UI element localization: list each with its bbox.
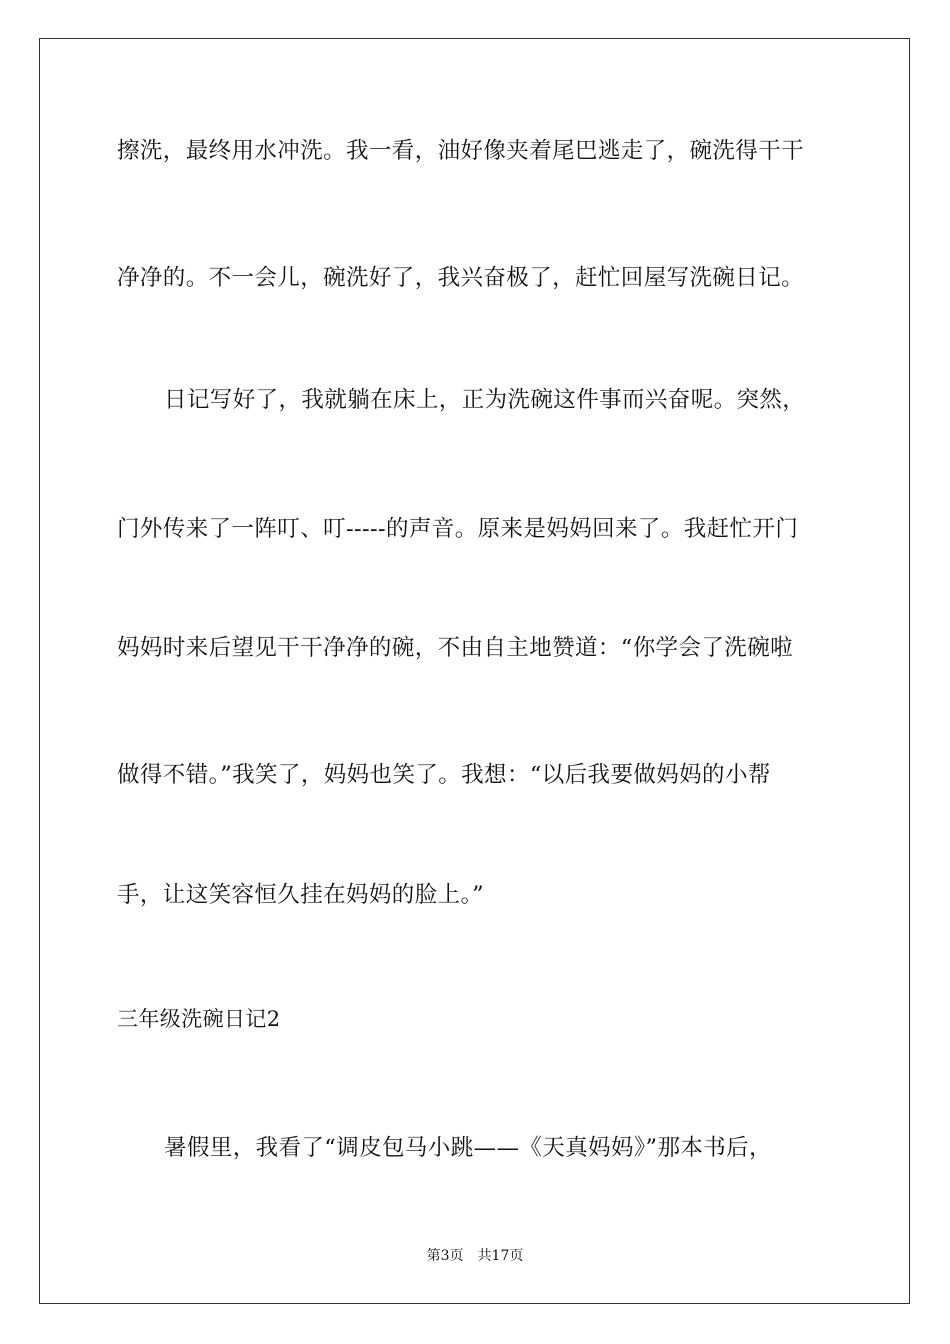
paragraph-line: 手，让这笑容恒久挂在妈妈的脸上。” xyxy=(117,882,485,908)
paragraph-line: 做得不错。”我笑了，妈妈也笑了。我想：“以后我要做妈妈的小帮 xyxy=(117,762,771,788)
page-footer xyxy=(0,1247,950,1265)
paragraph-line: 日记写好了，我就躺在床上，正为洗碗这件事而兴奋呢。突然， xyxy=(164,387,806,413)
page-total: 共17页 xyxy=(477,1248,524,1264)
paragraph-line: 暑假里，我看了“调皮包马小跳——《天真妈妈》”那本书后， xyxy=(164,1135,772,1161)
paragraph-line: 门外传来了一阵叮、叮-----的声音。原来是妈妈回来了。我赶忙开门 xyxy=(117,516,799,542)
section-heading: 三年级洗碗日记2 xyxy=(117,1007,281,1031)
paragraph-line: 净净的。不一会儿，碗洗好了，我兴奋极了，赶忙回屋写洗碗日记。 xyxy=(117,265,805,291)
page-border xyxy=(39,38,910,1304)
paragraph-line: 妈妈时来后望见干干净净的碗，不由自主地赞道：“你学会了洗碗啦 xyxy=(117,635,794,661)
paragraph-line: 擦洗，最终用水冲洗。我一看，油好像夹着尾巴逃走了，碗洗得干干 xyxy=(117,138,805,164)
page-number: 第3页 xyxy=(426,1248,464,1264)
